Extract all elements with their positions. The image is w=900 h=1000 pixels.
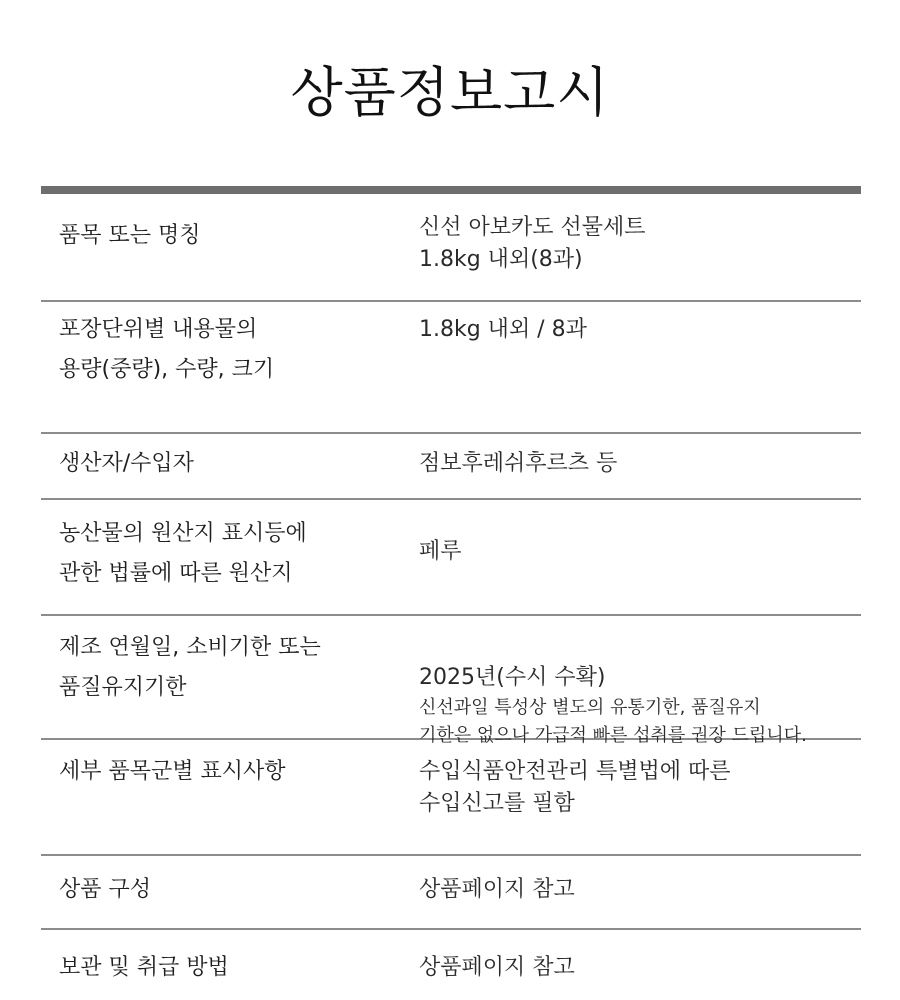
table-row-expiry bbox=[41, 614, 861, 746]
table-row-origin bbox=[41, 498, 861, 616]
row-value: 페루 bbox=[419, 539, 462, 564]
row-label: 포장단위별 내용물의 용량(중량), 수량, 크기 bbox=[59, 317, 275, 382]
table-row-item-name bbox=[41, 194, 861, 302]
expiry-note: 신선과일 특성상 별도의 유통기한, 품질유지 기한은 없으나 가급적 빠른 섭취를 권장 드립니다. bbox=[419, 697, 807, 746]
row-label: 생산자/수입자 bbox=[59, 451, 194, 476]
expiry-value: 2025년(수시 수확) bbox=[419, 665, 606, 690]
table-row-composition bbox=[41, 854, 861, 930]
row-label: 보관 및 취급 방법 bbox=[59, 955, 229, 980]
row-label: 상품 구성 bbox=[59, 877, 152, 902]
row-value: 수입식품안전관리 특별법에 따른 수입신고를 필함 bbox=[419, 759, 731, 816]
row-label: 세부 품목군별 표시사항 bbox=[59, 759, 286, 784]
row-value: 1.8kg 내외 / 8과 bbox=[419, 317, 587, 342]
row-value: 신선 아보카도 선물세트 1.8kg 내외(8과) bbox=[419, 215, 646, 272]
row-value: 점보후레쉬후르츠 등 bbox=[419, 451, 618, 476]
row-value: 상품페이지 참고 bbox=[419, 877, 575, 902]
page-title: 상품정보고시 bbox=[290, 61, 610, 124]
row-value: 상품페이지 참고 bbox=[419, 955, 575, 980]
table-row-capacity bbox=[41, 300, 861, 434]
row-label: 품목 또는 명칭 bbox=[59, 223, 201, 248]
row-label: 제조 연월일, 소비기한 또는 품질유지기한 bbox=[59, 635, 321, 700]
row-label: 농산물의 원산지 표시등에 관한 법률에 따른 원산지 bbox=[59, 521, 307, 586]
table-top-divider bbox=[41, 186, 861, 194]
table-row-category-notice bbox=[41, 738, 861, 856]
table-row-storage bbox=[41, 928, 861, 1000]
table-row-producer bbox=[41, 432, 861, 500]
